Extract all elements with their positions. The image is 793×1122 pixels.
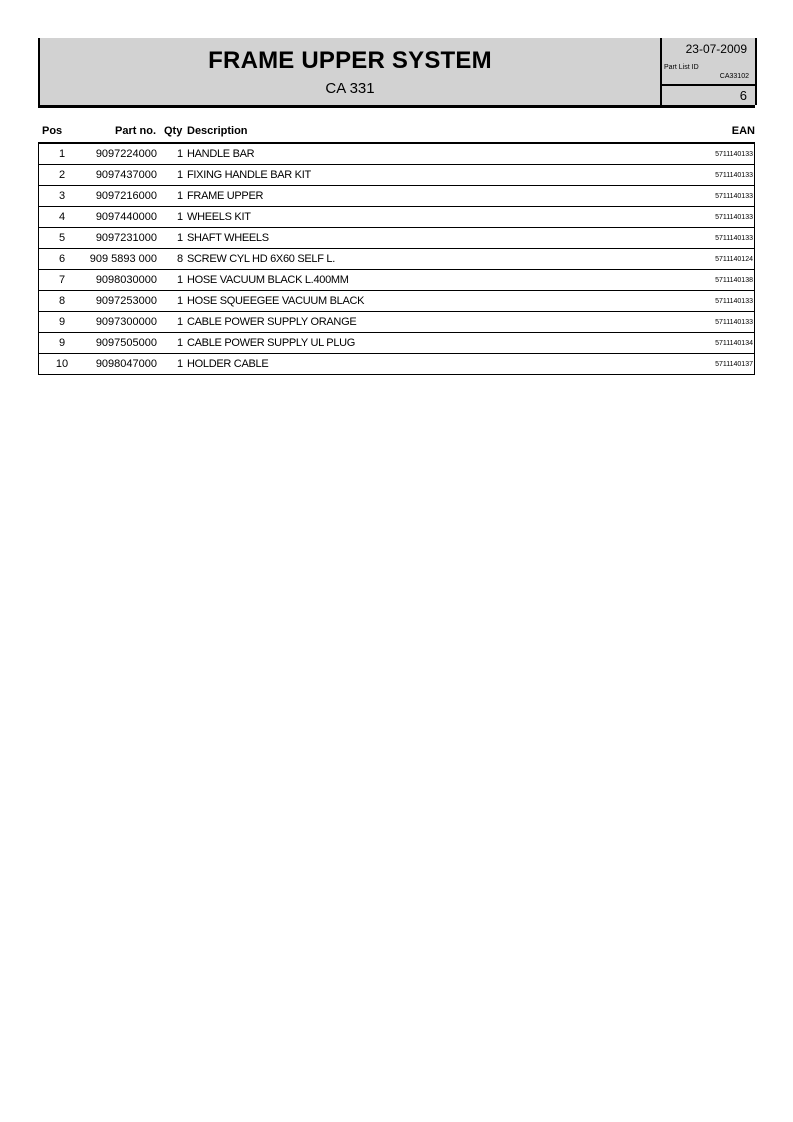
table-row — [39, 354, 754, 375]
row-part-no: 9097437000 — [95, 169, 157, 181]
row-qty: 1 — [177, 232, 184, 244]
row-ean: 5711140137 — [715, 361, 753, 368]
row-ean: 5711140133 — [715, 172, 753, 179]
row-part-no: 9097300000 — [95, 316, 157, 328]
row-part-no: 9098047000 — [95, 358, 157, 370]
document-title: FRAME UPPER SYSTEM — [208, 47, 492, 74]
col-description: Description — [187, 125, 248, 137]
row-pos: 3 — [58, 190, 66, 202]
row-ean: 5711140133 — [715, 214, 753, 221]
info-divider — [662, 84, 755, 86]
row-description: FIXING HANDLE BAR KIT — [187, 169, 311, 181]
row-pos: 5 — [58, 232, 66, 244]
part-list-label: Part List ID — [664, 64, 699, 71]
row-ean: 5711140133 — [715, 319, 753, 326]
row-qty: 1 — [177, 316, 184, 328]
row-pos: 1 — [58, 148, 66, 160]
table-header — [0, 125, 793, 141]
row-qty: 1 — [177, 169, 184, 181]
row-description: WHEELS KIT — [187, 211, 251, 223]
col-ean: EAN — [731, 125, 755, 137]
row-qty: 1 — [177, 190, 184, 202]
table-row — [39, 186, 754, 207]
row-ean: 5711140133 — [715, 235, 753, 242]
row-description: SCREW CYL HD 6X60 SELF L. — [187, 253, 335, 265]
row-part-no: 9097216000 — [95, 190, 157, 202]
row-ean: 5711140133 — [715, 193, 753, 200]
row-pos: 8 — [58, 295, 66, 307]
table-row — [39, 312, 754, 333]
row-qty: 1 — [177, 148, 184, 160]
row-description: HANDLE BAR — [187, 148, 255, 160]
table-row — [39, 291, 754, 312]
row-description: HOSE VACUUM BLACK L.400MM — [187, 274, 349, 286]
row-qty: 8 — [177, 253, 184, 265]
table-row — [39, 228, 754, 249]
col-pos: Pos — [42, 125, 63, 137]
row-pos: 2 — [58, 169, 66, 181]
row-ean: 5711140133 — [715, 298, 753, 305]
row-qty: 1 — [177, 274, 184, 286]
row-description: CABLE POWER SUPPLY ORANGE — [187, 316, 357, 328]
parts-table — [38, 142, 755, 375]
part-list-id: CA33102 — [719, 73, 749, 80]
table-row — [39, 207, 754, 228]
table-row — [39, 249, 754, 270]
row-pos: 6 — [58, 253, 66, 265]
row-description: HOLDER CABLE — [187, 358, 269, 370]
row-qty: 1 — [177, 211, 184, 223]
info-box — [660, 38, 757, 105]
table-row — [39, 165, 754, 186]
row-qty: 1 — [177, 295, 184, 307]
row-part-no: 9097505000 — [95, 337, 157, 349]
table-row — [39, 144, 754, 165]
row-part-no: 9097253000 — [95, 295, 157, 307]
document-header — [38, 38, 755, 108]
row-part-no: 909 5893 000 — [89, 253, 157, 265]
row-ean: 5711140134 — [715, 340, 753, 347]
row-description: HOSE SQUEEGEE VACUUM BLACK — [187, 295, 365, 307]
row-ean: 5711140138 — [715, 277, 753, 284]
col-part-no: Part no. — [115, 125, 156, 137]
row-ean: 5711140133 — [715, 151, 753, 158]
row-pos: 9 — [58, 337, 66, 349]
col-qty: Qty — [164, 125, 183, 137]
row-pos: 4 — [58, 211, 66, 223]
row-description: SHAFT WHEELS — [187, 232, 269, 244]
row-part-no: 9098030000 — [95, 274, 157, 286]
row-description: FRAME UPPER — [187, 190, 264, 202]
row-pos: 9 — [58, 316, 66, 328]
row-ean: 5711140124 — [715, 256, 753, 263]
row-pos: 10 — [55, 358, 69, 370]
document-date: 23-07-2009 — [685, 42, 747, 56]
row-part-no: 9097224000 — [95, 148, 157, 160]
page-number: 6 — [739, 88, 747, 103]
model-name: CA 331 — [325, 80, 375, 97]
row-description: CABLE POWER SUPPLY UL PLUG — [187, 337, 356, 349]
row-part-no: 9097231000 — [95, 232, 157, 244]
row-pos: 7 — [58, 274, 66, 286]
row-qty: 1 — [177, 358, 184, 370]
row-part-no: 9097440000 — [95, 211, 157, 223]
table-row — [39, 270, 754, 291]
row-qty: 1 — [177, 337, 184, 349]
table-row — [39, 333, 754, 354]
